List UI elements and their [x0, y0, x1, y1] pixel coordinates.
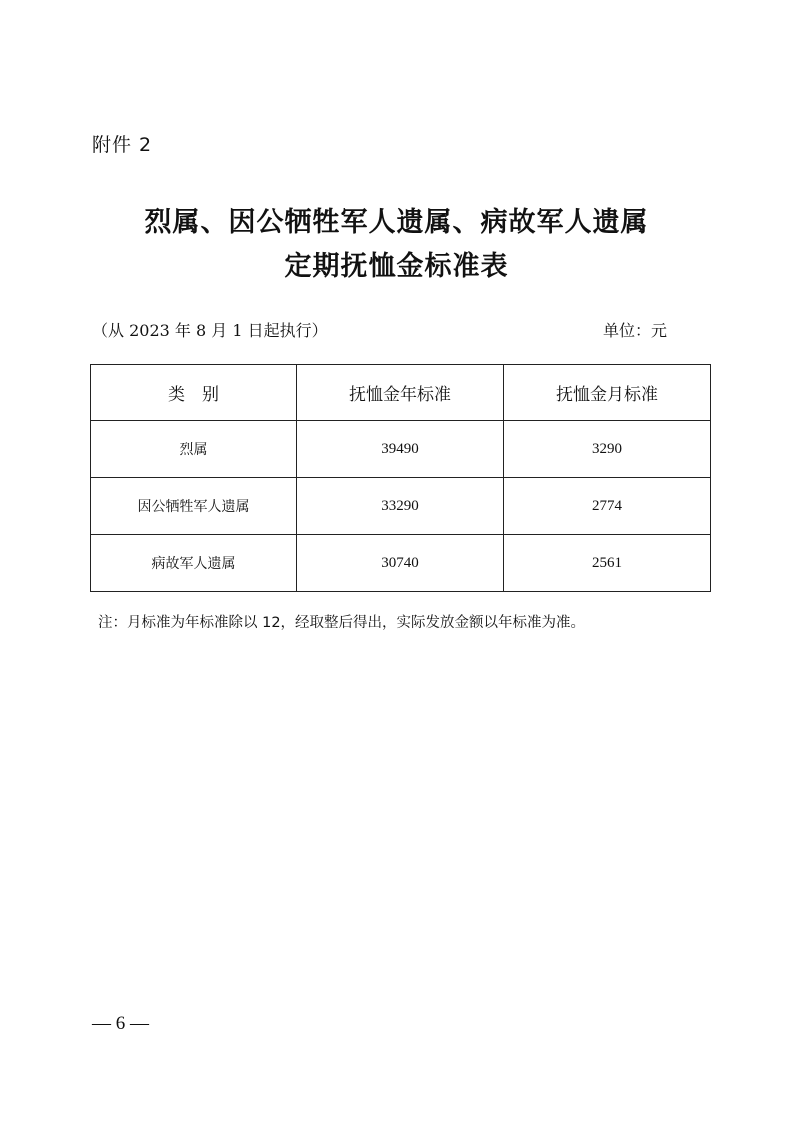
row-monthly: 3290 — [504, 421, 711, 478]
row-category: 因公牺牲军人遗属 — [91, 478, 297, 535]
row-annual: 33290 — [297, 478, 504, 535]
row-monthly: 2774 — [504, 478, 711, 535]
table-row — [91, 421, 711, 478]
row-annual: 30740 — [297, 535, 504, 592]
row-category: 烈属 — [91, 421, 297, 478]
table-meta-row — [92, 318, 667, 341]
page-number: — 6 — — [92, 1013, 149, 1034]
header-category: 类 别 — [91, 365, 297, 421]
footnote: 注：月标准为年标准除以 12，经取整后得出，实际发放金额以年标准为准。 — [98, 615, 586, 631]
header-annual-standard: 抚恤金年标准 — [297, 365, 504, 421]
table-row — [91, 535, 711, 592]
row-monthly: 2561 — [504, 535, 711, 592]
attachment-label: 附件 2 — [92, 134, 153, 156]
document-title-line-2: 定期抚恤金标准表 — [284, 251, 509, 282]
table-row — [91, 478, 711, 535]
row-annual: 39490 — [297, 421, 504, 478]
table-header-row — [91, 365, 711, 421]
pension-standard-table — [90, 364, 711, 592]
row-category: 病故军人遗属 — [91, 535, 297, 592]
effective-date-note: （从 2023 年 8 月 1 日起执行） — [92, 321, 328, 340]
header-monthly-standard: 抚恤金月标准 — [504, 365, 711, 421]
unit-label: 单位：元 — [602, 321, 667, 340]
document-title-line-1: 烈属、因公牺牲军人遗属、病故军人遗属 — [144, 207, 649, 238]
